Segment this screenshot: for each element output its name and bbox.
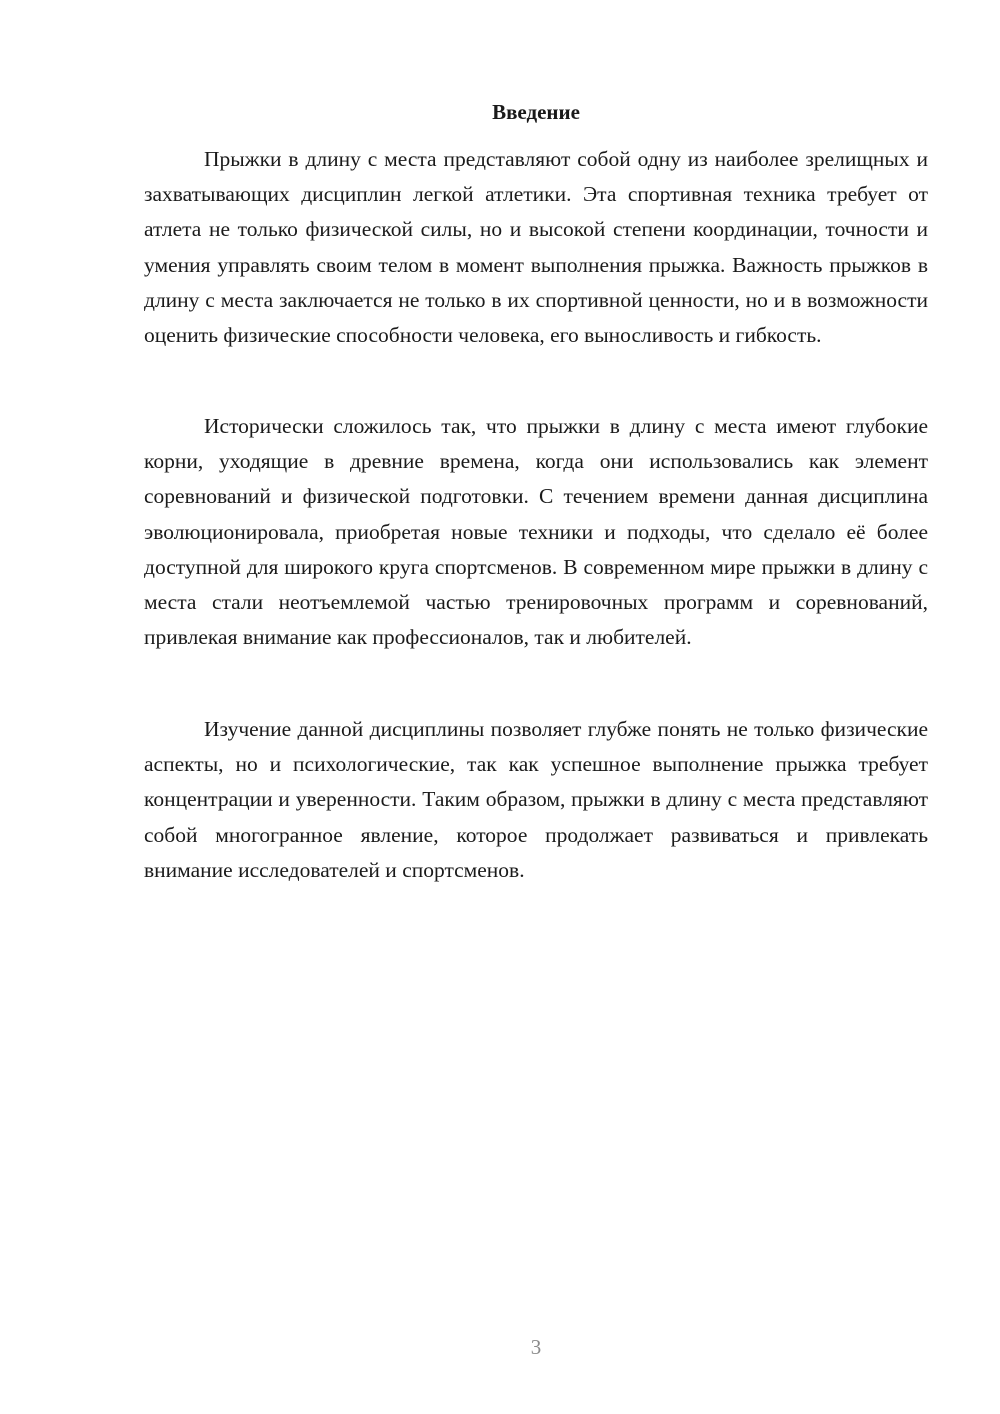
paragraph: Изучение данной дисциплины позволяет глубже понять не только физические аспекты, но и психологические, так как успешное выполнение прыжка требует концентрации и уверенности. Таким образом, прыжки в длину с места представляют собой многогранное явление, которое продолжает развиваться и привлекать внимание исследователей и спортсменов. xyxy=(144,717,928,882)
section-heading: Введение xyxy=(492,100,580,124)
paragraph-1-block xyxy=(144,142,928,353)
paragraph-2-block xyxy=(144,409,928,655)
paragraph: Прыжки в длину с места представляют собой одну из наиболее зрелищных и захватывающих дисциплин легкой атлетики. Эта спортивная техника требует от атлета не только физической силы, но и высокой степени координации, точности и умения управлять своим телом в момент выполнения прыжка. Важность прыжков в длину с места заключается не только в их спортивной ценности, но и в возможности оценить физические способности человека, его выносливость и гибкость. xyxy=(144,147,928,348)
page-number: 3 xyxy=(530,1335,542,1359)
paragraph: Исторически сложилось так, что прыжки в длину с места имеют глубокие корни, уходящие в древние времена, когда они использовались как элемент соревнований и физической подготовки. С течением времени данная дисциплина эволюционировала, приобретая новые техники и подходы, что сделало её более доступной для широкого круга спортсменов. В современном мире прыжки в длину с места стали неотъемлемой частью тренировочных программ и соревнований, привлекая внимание как профессионалов, так и любителей. xyxy=(144,414,928,650)
paragraph-3-block xyxy=(144,712,928,888)
